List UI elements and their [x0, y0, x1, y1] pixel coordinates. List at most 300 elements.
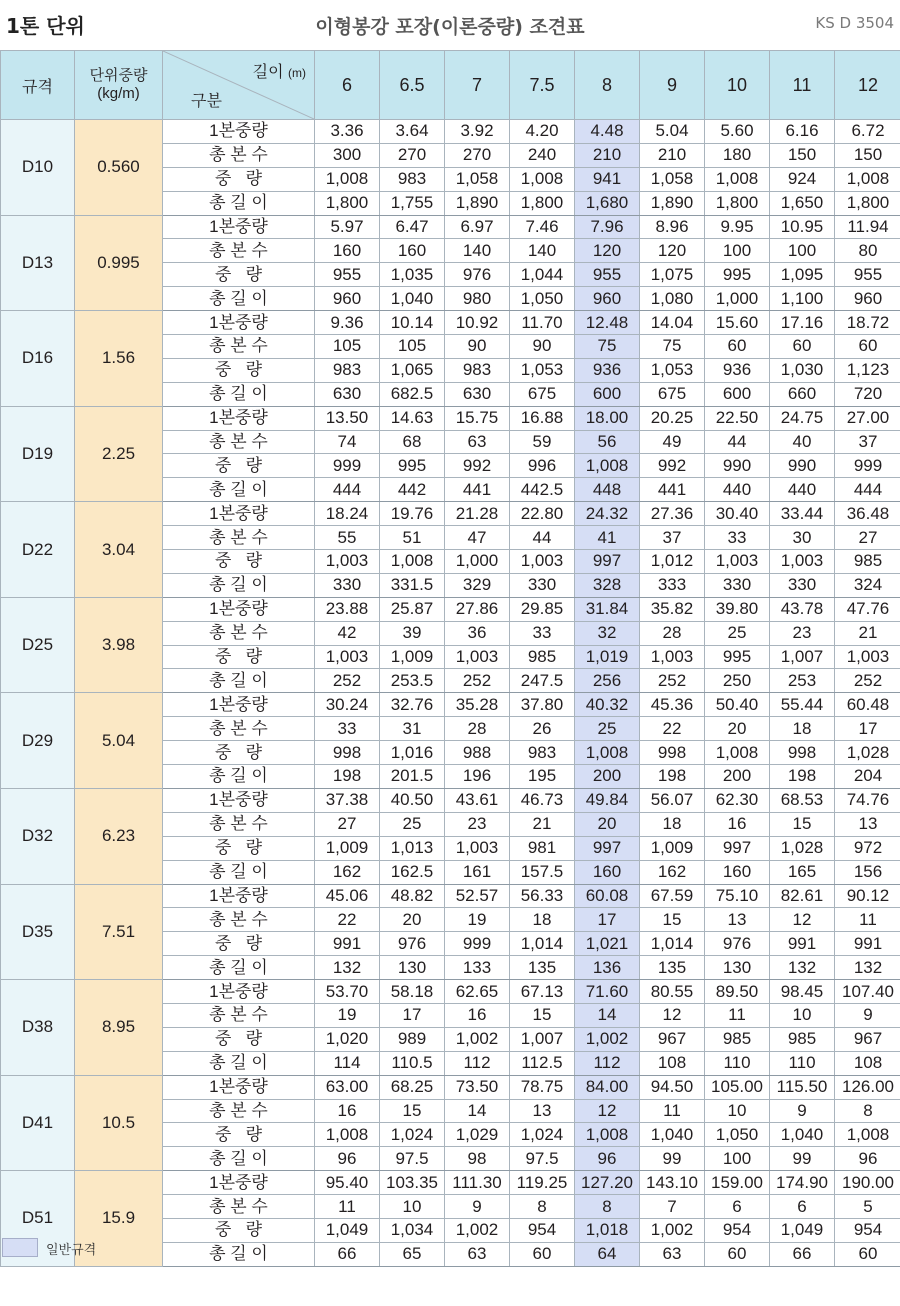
value-cell: 40.50 — [380, 788, 445, 812]
value-cell: 130 — [705, 956, 770, 980]
value-cell: 330 — [705, 573, 770, 597]
unit-label: 1톤 단위 — [6, 14, 85, 38]
value-cell: 270 — [445, 143, 510, 167]
value-cell: 1,003 — [315, 645, 380, 669]
value-cell: 18 — [510, 908, 575, 932]
value-cell: 983 — [380, 167, 445, 191]
unit-weight-cell: 3.98 — [75, 597, 163, 693]
value-cell: 33 — [705, 526, 770, 550]
value-cell: 441 — [445, 478, 510, 502]
value-cell: 10 — [380, 1195, 445, 1219]
value-cell: 4.48 — [575, 120, 640, 144]
value-cell: 140 — [445, 239, 510, 263]
value-cell: 329 — [445, 573, 510, 597]
unit-weight-cell: 0.560 — [75, 120, 163, 216]
value-cell: 80 — [835, 239, 900, 263]
value-cell: 983 — [445, 358, 510, 382]
value-cell: 16 — [315, 1099, 380, 1123]
value-cell: 63 — [445, 430, 510, 454]
value-cell: 31.84 — [575, 597, 640, 621]
value-cell: 330 — [315, 573, 380, 597]
value-cell: 936 — [705, 358, 770, 382]
value-cell: 955 — [835, 263, 900, 287]
value-cell: 20 — [380, 908, 445, 932]
row-label: 총 길 이 — [163, 478, 315, 502]
value-cell: 12 — [770, 908, 835, 932]
value-cell: 330 — [510, 573, 575, 597]
value-cell: 160 — [315, 239, 380, 263]
value-cell: 6.72 — [835, 120, 900, 144]
value-cell: 60 — [835, 335, 900, 359]
value-cell: 97.5 — [380, 1147, 445, 1171]
value-cell: 98.45 — [770, 980, 835, 1004]
value-cell: 67.59 — [640, 884, 705, 908]
value-cell: 97.5 — [510, 1147, 575, 1171]
value-cell: 60 — [705, 335, 770, 359]
value-cell: 324 — [835, 573, 900, 597]
value-cell: 999 — [445, 932, 510, 956]
value-cell: 1,049 — [315, 1218, 380, 1242]
row-label: 중 량 — [163, 167, 315, 191]
row-label: 중 량 — [163, 358, 315, 382]
row-label: 1본중량 — [163, 406, 315, 430]
value-cell: 150 — [770, 143, 835, 167]
value-cell: 14 — [445, 1099, 510, 1123]
table-row — [1, 788, 900, 812]
value-cell: 16 — [705, 812, 770, 836]
value-cell: 99 — [640, 1147, 705, 1171]
value-cell: 143.10 — [640, 1171, 705, 1195]
value-cell: 1,680 — [575, 191, 640, 215]
value-cell: 330 — [770, 573, 835, 597]
unit-weight-cell: 8.95 — [75, 980, 163, 1076]
value-cell: 22.80 — [510, 502, 575, 526]
value-cell: 120 — [640, 239, 705, 263]
value-cell: 68.53 — [770, 788, 835, 812]
row-label: 중 량 — [163, 454, 315, 478]
value-cell: 99 — [770, 1147, 835, 1171]
value-cell: 1,034 — [380, 1218, 445, 1242]
value-cell: 59 — [510, 430, 575, 454]
value-cell: 1,053 — [640, 358, 705, 382]
value-cell: 25 — [575, 717, 640, 741]
value-cell: 15.60 — [705, 311, 770, 335]
value-cell: 328 — [575, 573, 640, 597]
unit-weight-cell: 1.56 — [75, 311, 163, 407]
value-cell: 43.78 — [770, 597, 835, 621]
value-cell: 150 — [835, 143, 900, 167]
value-cell: 63 — [445, 1242, 510, 1266]
value-cell: 675 — [510, 382, 575, 406]
value-cell: 9.36 — [315, 311, 380, 335]
value-cell: 8 — [835, 1099, 900, 1123]
value-cell: 196 — [445, 765, 510, 789]
value-cell: 31 — [380, 717, 445, 741]
value-cell: 1,009 — [640, 836, 705, 860]
value-cell: 1,029 — [445, 1123, 510, 1147]
value-cell: 162 — [640, 860, 705, 884]
value-cell: 40 — [770, 430, 835, 454]
value-cell: 21 — [835, 621, 900, 645]
value-cell: 9.95 — [705, 215, 770, 239]
value-cell: 1,008 — [835, 167, 900, 191]
value-cell: 65 — [380, 1242, 445, 1266]
value-cell: 252 — [835, 669, 900, 693]
value-cell: 56 — [575, 430, 640, 454]
row-label: 총 길 이 — [163, 573, 315, 597]
value-cell: 96 — [315, 1147, 380, 1171]
value-cell: 105 — [315, 335, 380, 359]
value-cell: 140 — [510, 239, 575, 263]
value-cell: 972 — [835, 836, 900, 860]
value-cell: 8 — [510, 1195, 575, 1219]
value-cell: 63 — [640, 1242, 705, 1266]
value-cell: 6 — [770, 1195, 835, 1219]
value-cell: 126.00 — [835, 1075, 900, 1099]
value-cell: 989 — [380, 1027, 445, 1051]
value-cell: 136 — [575, 956, 640, 980]
value-cell: 17 — [835, 717, 900, 741]
value-cell: 73.50 — [445, 1075, 510, 1099]
value-cell: 675 — [640, 382, 705, 406]
value-cell: 1,040 — [380, 287, 445, 311]
value-cell: 1,123 — [835, 358, 900, 382]
value-cell: 999 — [315, 454, 380, 478]
value-cell: 954 — [835, 1218, 900, 1242]
value-cell: 1,000 — [705, 287, 770, 311]
row-label: 중 량 — [163, 550, 315, 574]
table-row — [1, 1171, 900, 1195]
value-cell: 1,003 — [445, 645, 510, 669]
row-label: 1본중량 — [163, 597, 315, 621]
value-cell: 32.76 — [380, 693, 445, 717]
value-cell: 27.86 — [445, 597, 510, 621]
value-cell: 28 — [445, 717, 510, 741]
value-cell: 1,003 — [770, 550, 835, 574]
value-cell: 7 — [640, 1195, 705, 1219]
value-cell: 60.08 — [575, 884, 640, 908]
value-cell: 21.28 — [445, 502, 510, 526]
value-cell: 112 — [445, 1051, 510, 1075]
value-cell: 1,030 — [770, 358, 835, 382]
value-cell: 48.82 — [380, 884, 445, 908]
value-cell: 11 — [315, 1195, 380, 1219]
value-cell: 52.57 — [445, 884, 510, 908]
value-cell: 13 — [705, 908, 770, 932]
value-cell: 5.04 — [640, 120, 705, 144]
value-cell: 75 — [575, 335, 640, 359]
table-row — [1, 884, 900, 908]
value-cell: 28 — [640, 621, 705, 645]
value-cell: 1,058 — [640, 167, 705, 191]
value-cell: 45.06 — [315, 884, 380, 908]
value-cell: 135 — [510, 956, 575, 980]
value-cell: 159.00 — [705, 1171, 770, 1195]
row-label: 총 길 이 — [163, 956, 315, 980]
value-cell: 1,020 — [315, 1027, 380, 1051]
value-cell: 78.75 — [510, 1075, 575, 1099]
value-cell: 1,002 — [640, 1218, 705, 1242]
value-cell: 23.88 — [315, 597, 380, 621]
row-label: 총 본 수 — [163, 1003, 315, 1027]
value-cell: 68 — [380, 430, 445, 454]
value-cell: 157.5 — [510, 860, 575, 884]
value-cell: 80.55 — [640, 980, 705, 1004]
value-cell: 992 — [640, 454, 705, 478]
value-cell: 1,075 — [640, 263, 705, 287]
spec-cell: D29 — [1, 693, 75, 789]
value-cell: 64 — [575, 1242, 640, 1266]
value-cell: 976 — [445, 263, 510, 287]
row-label: 총 길 이 — [163, 860, 315, 884]
length-header: 길이 (m) — [252, 64, 306, 81]
packing-table — [0, 50, 900, 1267]
row-label: 총 길 이 — [163, 1051, 315, 1075]
value-cell: 720 — [835, 382, 900, 406]
value-cell: 985 — [835, 550, 900, 574]
value-cell: 23 — [445, 812, 510, 836]
value-cell: 14 — [575, 1003, 640, 1027]
value-cell: 111.30 — [445, 1171, 510, 1195]
value-cell: 15 — [380, 1099, 445, 1123]
value-cell: 15 — [770, 812, 835, 836]
value-cell: 1,008 — [705, 741, 770, 765]
value-cell: 960 — [835, 287, 900, 311]
value-cell: 49.84 — [575, 788, 640, 812]
value-cell: 100 — [770, 239, 835, 263]
value-cell: 1,800 — [705, 191, 770, 215]
row-label: 총 본 수 — [163, 908, 315, 932]
row-label: 1본중량 — [163, 693, 315, 717]
value-cell: 3.64 — [380, 120, 445, 144]
value-cell: 50.40 — [705, 693, 770, 717]
value-cell: 991 — [770, 932, 835, 956]
value-cell: 37 — [640, 526, 705, 550]
spec-cell: D51 — [1, 1171, 75, 1267]
value-cell: 1,008 — [575, 454, 640, 478]
value-cell: 300 — [315, 143, 380, 167]
value-cell: 33 — [510, 621, 575, 645]
spec-cell: D32 — [1, 788, 75, 884]
value-cell: 47.76 — [835, 597, 900, 621]
row-label: 총 본 수 — [163, 430, 315, 454]
length-header-6-5: 6.5 — [380, 51, 445, 120]
value-cell: 1,008 — [315, 167, 380, 191]
value-cell: 442.5 — [510, 478, 575, 502]
value-cell: 110 — [770, 1051, 835, 1075]
row-label: 중 량 — [163, 1123, 315, 1147]
value-cell: 941 — [575, 167, 640, 191]
value-cell: 82.61 — [770, 884, 835, 908]
value-cell: 1,024 — [380, 1123, 445, 1147]
value-cell: 1,007 — [770, 645, 835, 669]
value-cell: 630 — [445, 382, 510, 406]
value-cell: 9 — [445, 1195, 510, 1219]
value-cell: 5.97 — [315, 215, 380, 239]
value-cell: 25 — [705, 621, 770, 645]
value-cell: 252 — [315, 669, 380, 693]
spec-cell: D13 — [1, 215, 75, 311]
value-cell: 21 — [510, 812, 575, 836]
length-header-7-5: 7.5 — [510, 51, 575, 120]
length-category-header — [163, 51, 315, 120]
value-cell: 60 — [770, 335, 835, 359]
value-cell: 1,009 — [380, 645, 445, 669]
value-cell: 24.32 — [575, 502, 640, 526]
value-cell: 55.44 — [770, 693, 835, 717]
value-cell: 17.16 — [770, 311, 835, 335]
row-label: 총 본 수 — [163, 143, 315, 167]
value-cell: 161 — [445, 860, 510, 884]
row-label: 1본중량 — [163, 120, 315, 144]
unit-weight-header-label: 단위중량 — [89, 67, 148, 84]
row-label: 총 본 수 — [163, 526, 315, 550]
value-cell: 35.82 — [640, 597, 705, 621]
spec-cell: D16 — [1, 311, 75, 407]
value-cell: 1,050 — [705, 1123, 770, 1147]
value-cell: 981 — [510, 836, 575, 860]
value-cell: 190.00 — [835, 1171, 900, 1195]
table-row — [1, 1075, 900, 1099]
value-cell: 165 — [770, 860, 835, 884]
length-header-11: 11 — [770, 51, 835, 120]
value-cell: 660 — [770, 382, 835, 406]
unit-weight-header — [75, 51, 163, 120]
row-label: 총 본 수 — [163, 239, 315, 263]
value-cell: 924 — [770, 167, 835, 191]
length-header-10: 10 — [705, 51, 770, 120]
value-cell: 444 — [315, 478, 380, 502]
value-cell: 42 — [315, 621, 380, 645]
value-cell: 32 — [575, 621, 640, 645]
value-cell: 967 — [640, 1027, 705, 1051]
value-cell: 26 — [510, 717, 575, 741]
table-row — [1, 311, 900, 335]
value-cell: 107.40 — [835, 980, 900, 1004]
value-cell: 976 — [380, 932, 445, 956]
value-cell: 331.5 — [380, 573, 445, 597]
value-cell: 440 — [770, 478, 835, 502]
value-cell: 110.5 — [380, 1051, 445, 1075]
value-cell: 44 — [510, 526, 575, 550]
value-cell: 6 — [705, 1195, 770, 1219]
value-cell: 1,008 — [575, 741, 640, 765]
value-cell: 16 — [445, 1003, 510, 1027]
row-label: 중 량 — [163, 263, 315, 287]
value-cell: 89.50 — [705, 980, 770, 1004]
value-cell: 160 — [705, 860, 770, 884]
table-row — [1, 502, 900, 526]
spec-cell: D19 — [1, 406, 75, 502]
row-label: 총 본 수 — [163, 812, 315, 836]
value-cell: 960 — [575, 287, 640, 311]
value-cell: 14.04 — [640, 311, 705, 335]
value-cell: 36 — [445, 621, 510, 645]
value-cell: 56.33 — [510, 884, 575, 908]
value-cell: 43.61 — [445, 788, 510, 812]
value-cell: 162.5 — [380, 860, 445, 884]
value-cell: 990 — [770, 454, 835, 478]
value-cell: 1,021 — [575, 932, 640, 956]
value-cell: 444 — [835, 478, 900, 502]
value-cell: 998 — [770, 741, 835, 765]
value-cell: 60 — [705, 1242, 770, 1266]
value-cell: 100 — [705, 1147, 770, 1171]
value-cell: 29.85 — [510, 597, 575, 621]
value-cell: 210 — [575, 143, 640, 167]
row-label: 총 본 수 — [163, 1195, 315, 1219]
length-header-7: 7 — [445, 51, 510, 120]
value-cell: 955 — [575, 263, 640, 287]
unit-weight-header-unit: (kg/m) — [97, 85, 140, 102]
value-cell: 84.00 — [575, 1075, 640, 1099]
value-cell: 44 — [705, 430, 770, 454]
value-cell: 23 — [770, 621, 835, 645]
value-cell: 1,003 — [705, 550, 770, 574]
value-cell: 75 — [640, 335, 705, 359]
value-cell: 130 — [380, 956, 445, 980]
value-cell: 33.44 — [770, 502, 835, 526]
value-cell: 60 — [510, 1242, 575, 1266]
spec-cell: D41 — [1, 1075, 75, 1171]
value-cell: 1,012 — [640, 550, 705, 574]
value-cell: 3.36 — [315, 120, 380, 144]
value-cell: 11.70 — [510, 311, 575, 335]
value-cell: 33 — [315, 717, 380, 741]
value-cell: 195 — [510, 765, 575, 789]
value-cell: 1,008 — [315, 1123, 380, 1147]
value-cell: 204 — [835, 765, 900, 789]
length-header-9: 9 — [640, 51, 705, 120]
row-label: 중 량 — [163, 1027, 315, 1051]
row-label: 총 길 이 — [163, 191, 315, 215]
value-cell: 127.20 — [575, 1171, 640, 1195]
table-row — [1, 215, 900, 239]
value-cell: 997 — [575, 836, 640, 860]
value-cell: 162 — [315, 860, 380, 884]
value-cell: 198 — [640, 765, 705, 789]
value-cell: 200 — [705, 765, 770, 789]
value-cell: 132 — [770, 956, 835, 980]
value-cell: 441 — [640, 478, 705, 502]
row-label: 총 길 이 — [163, 382, 315, 406]
value-cell: 13.50 — [315, 406, 380, 430]
row-label: 중 량 — [163, 932, 315, 956]
value-cell: 11 — [640, 1099, 705, 1123]
value-cell: 135 — [640, 956, 705, 980]
spec-cell: D35 — [1, 884, 75, 980]
value-cell: 247.5 — [510, 669, 575, 693]
legend-swatch — [2, 1238, 38, 1257]
value-cell: 18 — [640, 812, 705, 836]
value-cell: 10.92 — [445, 311, 510, 335]
row-label: 총 길 이 — [163, 287, 315, 311]
value-cell: 1,019 — [575, 645, 640, 669]
value-cell: 67.13 — [510, 980, 575, 1004]
value-cell: 90 — [445, 335, 510, 359]
value-cell: 18.24 — [315, 502, 380, 526]
value-cell: 1,016 — [380, 741, 445, 765]
spec-cell: D25 — [1, 597, 75, 693]
legend-label: 일반규격 — [46, 1243, 97, 1258]
value-cell: 39 — [380, 621, 445, 645]
value-cell: 13 — [835, 812, 900, 836]
value-cell: 1,100 — [770, 287, 835, 311]
value-cell: 30.24 — [315, 693, 380, 717]
value-cell: 1,003 — [835, 645, 900, 669]
value-cell: 19 — [445, 908, 510, 932]
value-cell: 12 — [575, 1099, 640, 1123]
